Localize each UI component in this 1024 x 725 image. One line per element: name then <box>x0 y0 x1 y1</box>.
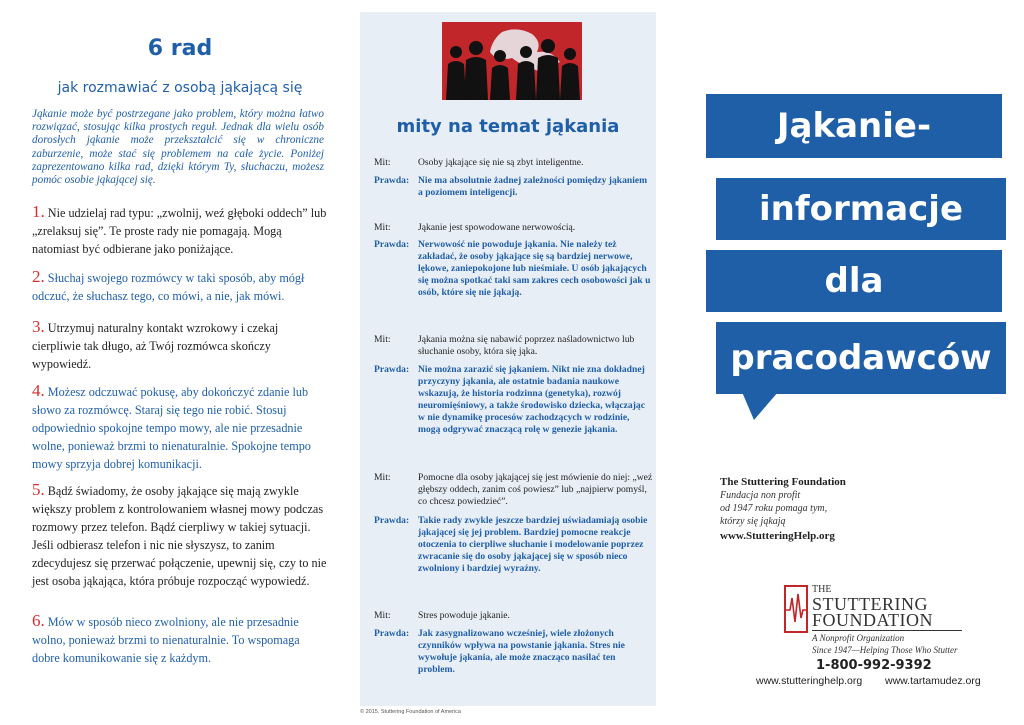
org-description-line: od 1947 roku pomaga tym, <box>720 503 828 514</box>
fact-row <box>374 628 654 676</box>
tip-text: Nie udzielaj rad typu: „zwolnij, weź głęboki oddech” lub „zrelaksuj się”. Te proste rady nie pomagają. Mogą natomiast być odbierane jako poniżające. <box>32 206 327 256</box>
tip-text: Mów w sposób nieco zwolniony, ale nie przesadnie wolno, ponieważ brzmi to nienaturalnie. To wspomaga dobre komunikowanie się z każdym. <box>32 615 300 665</box>
tip-6 <box>32 612 328 667</box>
tip-number: 4. <box>32 381 45 400</box>
fact-text: Nie można zarazić się jąkaniem. Nikt nie zna dokładnej przyczyny jąkania, ale ostatnie badania naukowe wskazują, że historia rodzinna (genetyka), rozwój neuromięśniowy, a także środowisko dziecka, włączając w nie dynamikę procesów zachodzących w rodzinie, mogą odgrywać znaczącą rolę w genezie jąkania. <box>418 364 645 435</box>
tip-text: Bądź świadomy, że osoby jąkające się mają zwykle większy problem z kontrolowaniem własnej mowy podczas rozmowy przez telefon. Bądź cierpliwy w takiej sytuacji. Jeśli odbierasz telefon i nic nie słyszysz, to zanim zdecydujesz się przerwać połączenie, upewnij się, czy to nie jest osoba jąkająca, która próbuje rozpocząć wypowiedź. <box>32 484 327 588</box>
copyright-note: © 2015, Stuttering Foundation of America <box>360 709 461 715</box>
speech-bubble-tail-icon <box>740 392 780 422</box>
logo-stuttering: STUTTERING <box>812 594 928 614</box>
myth-label: Mit: <box>374 157 391 168</box>
myths-title: mity na temat jąkania <box>396 116 620 137</box>
tip-number: 3. <box>32 317 45 336</box>
fact-row <box>374 364 654 436</box>
silhouette-graphic <box>442 22 582 100</box>
banner-word-4: pracodawców <box>716 322 1006 394</box>
myth-row <box>374 472 654 508</box>
myth-row <box>374 610 654 622</box>
logo-mark-icon <box>783 584 809 634</box>
left-subtitle: jak rozmawiać z osobą jąkającą się <box>57 80 303 96</box>
myth-text: Jąkania można się nabawić poprzez naśladownictwo lub słuchanie osoby, która się jąka. <box>418 334 635 357</box>
myth-text: Jąkanie jest spowodowane nerwowością. <box>418 222 576 233</box>
tip-number: 2. <box>32 267 45 286</box>
website-link-1[interactable]: www.stutteringhelp.org <box>756 675 863 687</box>
banner-word-3: dla <box>706 250 1002 312</box>
banner-word-2: informacje <box>716 178 1006 240</box>
myth-row <box>374 157 654 169</box>
myth-label: Mit: <box>374 472 391 483</box>
banner-word-1: Jąkanie- <box>706 94 1002 158</box>
logo-tagline: A Nonprofit Organization <box>812 633 905 643</box>
myth-row <box>374 222 654 234</box>
org-description-line: Fundacja non profit <box>720 490 801 501</box>
fact-text: Nie ma absolutnie żadnej zależności pomiędzy jąkaniem a poziomem inteligencji. <box>418 175 648 198</box>
myth-text: Pomocne dla osoby jąkającej się jest mówienie do niej: „weź głębszy oddech, zanim coś powiesz” lub „najpierw pomyśl, co chcesz powiedzieć”. <box>418 472 653 507</box>
tip-number: 1. <box>32 202 45 221</box>
myth-text: Stres powoduje jąkanie. <box>418 610 510 621</box>
tip-2 <box>32 268 328 305</box>
org-description-line: którzy się jąkają <box>720 516 786 527</box>
fact-text: Takie rady zwykle jeszcze bardziej uświadamiają osobie jąkającej się jej problem. Bardziej pomocne reakcje otoczenia to cierpliwe słuchanie i modelowanie poprzez zwracanie się do osoby jąkającej się w sposób nieco zwolniony i bardziej wyraźny. <box>418 515 648 574</box>
tip-text: Słuchaj swojego rozmówcy w taki sposób, aby mógł odczuć, że słuchasz tego, co mówi, a nie, jak mówi. <box>32 271 305 303</box>
fact-text: Nerwowość nie powoduje jąkania. Nie należy też zakładać, że osoby jąkające się są bardziej nerwowe, lękowe, zaniepokojone lub nieśmiałe. U osób jąkających się można spotkać taki sam zakres cech osobowości jak u osób, które się nie jąkają. <box>418 239 651 298</box>
tip-text: Możesz odczuwać pokusę, aby dokończyć zdanie lub słowo za rozmówcę. Staraj się tego nie robić. Stosuj odpowiednio spokojne tempo mowy, ale nie przesadnie wolne, ponieważ brzmi to nienaturalnie. Spokojne tempo mowy sprzyja dobrej komunikacji. <box>32 385 311 471</box>
fact-label: Prawda: <box>374 239 410 250</box>
people-silhouette-photo <box>442 22 582 100</box>
myth-label: Mit: <box>374 610 391 621</box>
fact-row <box>374 515 654 575</box>
org-website[interactable]: www.StutteringHelp.org <box>720 530 835 542</box>
tip-number: 5. <box>32 480 45 499</box>
myth-label: Mit: <box>374 222 391 233</box>
phone-number[interactable]: 1-800-992-9392 <box>816 658 932 673</box>
tip-number: 6. <box>32 611 45 630</box>
tip-5 <box>32 481 328 590</box>
fact-label: Prawda: <box>374 175 410 186</box>
logo-divider <box>812 630 962 631</box>
tip-3 <box>32 318 328 373</box>
fact-label: Prawda: <box>374 515 410 526</box>
fact-text: Jak zasygnalizowano wcześniej, wiele złożonych czynników wpływa na powstanie jąkania. Stres nie wywołuje jąkania, ale może znacząco nasilać ten problem. <box>418 628 625 675</box>
org-name: The Stuttering Foundation <box>720 476 846 488</box>
logo-the: THE <box>812 584 832 595</box>
myth-text: Osoby jąkające się nie są zbyt inteligentne. <box>418 157 584 168</box>
fact-row <box>374 175 654 199</box>
logo-tagline: Since 1947—Helping Those Who Stutter <box>812 645 958 655</box>
fact-row <box>374 239 654 299</box>
fact-label: Prawda: <box>374 364 410 375</box>
logo-foundation: FOUNDATION <box>812 610 933 630</box>
website-link-2[interactable]: www.tartamudez.org <box>885 675 981 687</box>
left-title: 6 rad <box>147 36 213 61</box>
tip-1 <box>32 203 328 258</box>
tip-4 <box>32 382 328 473</box>
fact-label: Prawda: <box>374 628 410 639</box>
tip-text: Utrzymuj naturalny kontakt wzrokowy i czekaj cierpliwie tak długo, aż Twój rozmówca skończy wypowiedź. <box>32 321 279 371</box>
myth-row <box>374 334 654 358</box>
intro-paragraph: Jąkanie może być postrzegane jako problem, który można łatwo rozwiązać, stosując kilka prostych reguł. Jednak dla wielu osób dorosłych jąkanie może przekształcić się w chroniczne zaburzenie, może stać się problemem na całe życie. Poniżej zaprezentowano kilka rad, dzięki którym Ty, słuchaczu, możesz pomóc osobie jąkającej się. <box>32 108 324 187</box>
myth-label: Mit: <box>374 334 391 345</box>
